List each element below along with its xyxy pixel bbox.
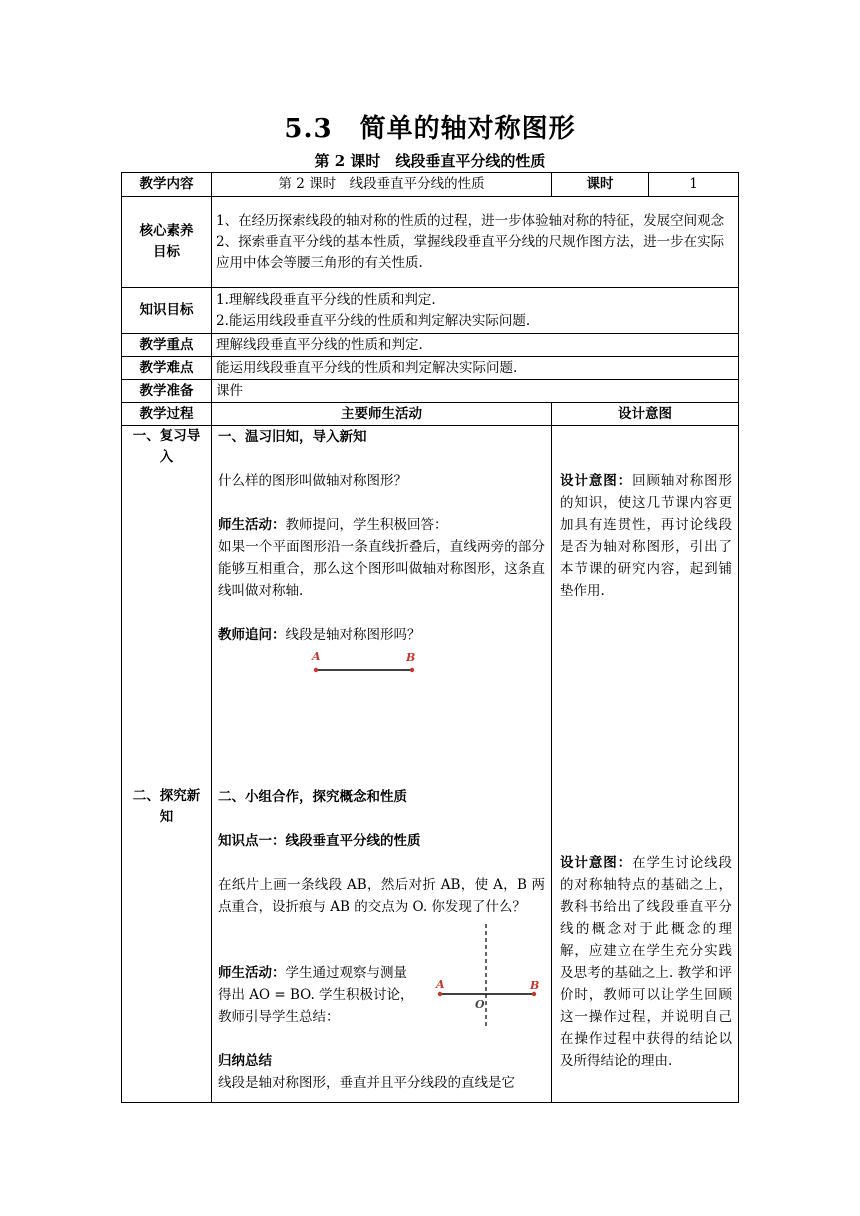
summary-heading: 归纳总结 bbox=[218, 1053, 272, 1069]
intent-label: 设计意图 bbox=[552, 403, 739, 426]
core-label-line-1: 核心素养 bbox=[139, 223, 194, 239]
hours-value: 1 bbox=[649, 173, 739, 197]
activity-2-text-1: 学生通过观察与测量 bbox=[285, 965, 407, 981]
knowledge-goal-2: 2.能运用线段垂直平分线的性质和判定解决实际问题. bbox=[216, 312, 531, 329]
activity-1-label: 师生活动： bbox=[218, 517, 286, 533]
intent-2-text: 在学生讨论线段的对称轴特点的基础之上，教科书给出了线段垂直平分线的概念对于此概念的理解，应建立在学生充分实践及思考的基础之上. 教学和评价时，教师可以让学生回顾这一操作过程，并说明自己在操作过程中获得的结论以及所得结论的理由. bbox=[560, 855, 733, 1069]
figure-2-label-b: B bbox=[530, 979, 540, 992]
knowledge-point-1-body: 在纸片上画一条线段 AB，然后对折 AB，使 A，B 两点重合，设折痕与 AB 的交点为 O. 你发现了什么？ bbox=[218, 877, 546, 915]
intent-2 bbox=[560, 852, 732, 1072]
core-goal-1: 1、在经历探索线段的轴对称的性质的过程，进一步体验轴对称的特征，发展空间观念 bbox=[216, 212, 725, 229]
perpendicular-bisector-figure bbox=[434, 920, 549, 1032]
activity-1-body: 如果一个平面图形沿一条直线折叠后，直线两旁的部分能够互相重合，那么这个图形叫做轴对称图形，这条直线叫做对称轴. bbox=[218, 539, 546, 599]
intent-1-label: 设计意图： bbox=[560, 473, 633, 489]
point-a-2 bbox=[438, 992, 442, 996]
intent-1-text: 回顾轴对称图形的知识，使这几节课内容更加具有连贯性，再讨论线段是否为轴对称图形，引出了本节课的研究内容，起到铺垫作用. bbox=[560, 473, 733, 599]
intent-1 bbox=[560, 470, 732, 602]
figure-2-label-a: A bbox=[436, 978, 445, 991]
question-2 bbox=[218, 624, 545, 646]
figure-1-label-a: A bbox=[312, 650, 321, 663]
segment-ab-figure bbox=[308, 648, 418, 678]
knowledge-goals bbox=[212, 288, 739, 334]
stage-1: 一、复习导入 bbox=[132, 428, 201, 465]
knowledge-point-1: 知识点一：线段垂直平分线的性质 bbox=[218, 833, 421, 849]
page-title: 5.3 简单的轴对称图形 bbox=[284, 114, 576, 144]
prep-value: 课件 bbox=[212, 380, 739, 403]
process-label: 教学过程 bbox=[122, 403, 212, 426]
stage-column bbox=[122, 426, 212, 1103]
summary-body: 线段是轴对称图形，垂直并且平分线段的直线是它 bbox=[218, 1075, 515, 1091]
activity-2-label: 师生活动： bbox=[218, 965, 286, 981]
activity-column bbox=[212, 426, 552, 1103]
activity-label: 主要师生活动 bbox=[212, 403, 552, 426]
core-goal-2: 2、探索垂直平分线的基本性质，掌握线段垂直平分线的尺规作图方法，进一步在实际应用中体会等腰三角形的有关性质. bbox=[216, 233, 725, 271]
figure-1-label-b: B bbox=[406, 651, 416, 664]
focus-label: 教学重点 bbox=[122, 334, 212, 357]
core-label bbox=[122, 197, 212, 288]
activity-2-line-3: 教师引导学生总结： bbox=[218, 1009, 340, 1025]
section-1-heading: 一、温习旧知，导入新知 bbox=[218, 429, 367, 445]
point-a bbox=[314, 668, 318, 672]
knowledge-label: 知识目标 bbox=[122, 288, 212, 334]
intent-body bbox=[552, 426, 738, 1102]
question-2-text: 线段是轴对称图形吗？ bbox=[285, 627, 421, 643]
question-1: 什么样的图形叫做轴对称图形？ bbox=[218, 473, 407, 489]
activity-1-text: 教师提问，学生积极回答： bbox=[285, 517, 448, 533]
intent-column bbox=[552, 426, 739, 1103]
core-goals bbox=[212, 197, 739, 288]
activity-2-line-2: 得出 AO = BO. 学生积极讨论， bbox=[218, 987, 414, 1003]
section-2-heading: 二、小组合作，探究概念和性质 bbox=[218, 789, 407, 805]
stage-2: 二、探究新知 bbox=[132, 788, 201, 825]
difficulty-label: 教学难点 bbox=[122, 357, 212, 380]
content-label: 教学内容 bbox=[122, 173, 212, 197]
activity-1 bbox=[218, 514, 545, 536]
question-2-label: 教师追问： bbox=[218, 627, 286, 643]
figure-2-label-o: O bbox=[475, 998, 485, 1011]
core-label-line-2: 目标 bbox=[153, 244, 180, 260]
knowledge-goal-1: 1.理解线段垂直平分线的性质和判定. bbox=[216, 291, 436, 308]
activity-body bbox=[212, 426, 551, 1102]
intent-2-label: 设计意图： bbox=[560, 855, 633, 871]
hours-label: 课时 bbox=[552, 173, 649, 197]
point-b bbox=[410, 668, 414, 672]
difficulty-value: 能运用线段垂直平分线的性质和判定解决实际问题. bbox=[212, 357, 739, 380]
content-value: 第 2 课时 线段垂直平分线的性质 bbox=[212, 173, 552, 197]
point-b-2 bbox=[532, 992, 536, 996]
lesson-plan-table bbox=[121, 172, 739, 1103]
focus-value: 理解线段垂直平分线的性质和判定. bbox=[212, 334, 739, 357]
prep-label: 教学准备 bbox=[122, 380, 212, 403]
page-subtitle: 第 2 课时 线段垂直平分线的性质 bbox=[314, 152, 546, 170]
